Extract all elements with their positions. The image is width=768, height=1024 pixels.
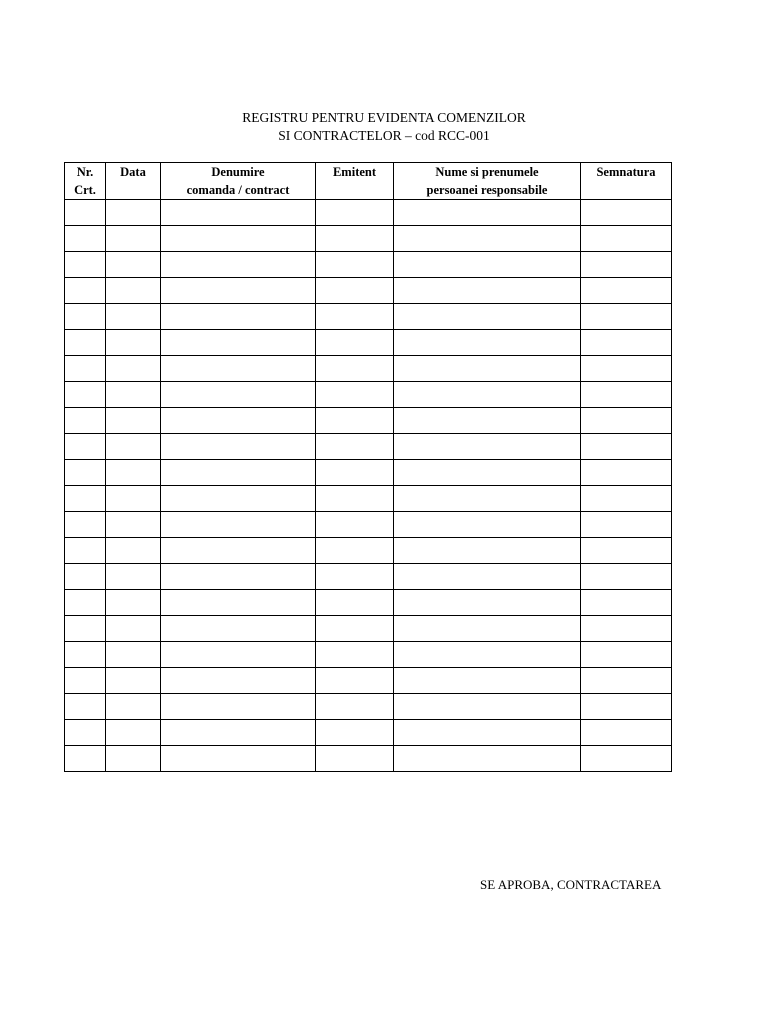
table-cell: [581, 616, 672, 642]
table-cell: [106, 252, 161, 278]
table-cell: [161, 304, 316, 330]
table-cell: [65, 486, 106, 512]
column-header-data: Data: [106, 163, 161, 200]
table-cell: [161, 356, 316, 382]
table-cell: [106, 304, 161, 330]
table-cell: [581, 460, 672, 486]
table-cell: [316, 278, 394, 304]
register-table-body: [65, 200, 672, 772]
table-cell: [581, 668, 672, 694]
table-cell: [581, 642, 672, 668]
table-cell: [394, 668, 581, 694]
table-cell: [65, 278, 106, 304]
table-cell: [106, 590, 161, 616]
table-cell: [581, 382, 672, 408]
table-cell: [581, 356, 672, 382]
table-cell: [65, 590, 106, 616]
table-cell: [581, 590, 672, 616]
column-header-responsabil: Nume si prenumele persoanei responsabile: [394, 163, 581, 200]
table-row: [65, 408, 672, 434]
table-cell: [581, 746, 672, 772]
table-cell: [161, 278, 316, 304]
table-cell: [581, 330, 672, 356]
table-cell: [394, 642, 581, 668]
column-header-semnatura: Semnatura: [581, 163, 672, 200]
table-cell: [581, 486, 672, 512]
table-row: [65, 564, 672, 590]
document-title: [0, 109, 768, 145]
table-cell: [161, 460, 316, 486]
table-cell: [65, 538, 106, 564]
table-cell: [106, 512, 161, 538]
table-cell: [65, 226, 106, 252]
table-cell: [394, 564, 581, 590]
table-cell: [65, 642, 106, 668]
table-cell: [65, 356, 106, 382]
table-cell: [394, 330, 581, 356]
table-cell: [316, 694, 394, 720]
table-cell: [316, 408, 394, 434]
register-table: [64, 162, 672, 772]
table-cell: [316, 382, 394, 408]
table-cell: [161, 252, 316, 278]
column-header-emitent: Emitent: [316, 163, 394, 200]
table-cell: [316, 252, 394, 278]
table-cell: [581, 512, 672, 538]
table-cell: [581, 720, 672, 746]
table-cell: [161, 408, 316, 434]
table-cell: [316, 330, 394, 356]
table-cell: [316, 304, 394, 330]
table-cell: [316, 226, 394, 252]
table-cell: [161, 200, 316, 226]
table-cell: [581, 408, 672, 434]
table-cell: [65, 434, 106, 460]
table-cell: [581, 694, 672, 720]
title-line-1: REGISTRU PENTRU EVIDENTA COMENZILOR: [242, 110, 526, 125]
table-row: [65, 460, 672, 486]
table-cell: [394, 356, 581, 382]
table-row: [65, 694, 672, 720]
table-row: [65, 200, 672, 226]
table-cell: [106, 564, 161, 590]
table-row: [65, 720, 672, 746]
table-cell: [106, 668, 161, 694]
table-cell: [161, 226, 316, 252]
table-cell: [106, 408, 161, 434]
table-cell: [161, 746, 316, 772]
column-header-nr-crt: Nr. Crt.: [65, 163, 106, 200]
table-cell: [161, 720, 316, 746]
table-cell: [316, 642, 394, 668]
table-cell: [65, 616, 106, 642]
table-cell: [161, 538, 316, 564]
table-cell: [65, 330, 106, 356]
table-cell: [106, 434, 161, 460]
table-cell: [161, 616, 316, 642]
table-cell: [106, 382, 161, 408]
table-cell: [316, 538, 394, 564]
table-row: [65, 226, 672, 252]
table-cell: [316, 564, 394, 590]
table-cell: [394, 408, 581, 434]
table-cell: [65, 304, 106, 330]
table-cell: [316, 720, 394, 746]
table-cell: [394, 304, 581, 330]
table-cell: [65, 460, 106, 486]
table-cell: [316, 746, 394, 772]
table-cell: [161, 434, 316, 460]
table-cell: [316, 460, 394, 486]
table-cell: [581, 564, 672, 590]
table-cell: [316, 356, 394, 382]
table-cell: [394, 720, 581, 746]
table-header-row: [65, 163, 672, 200]
table-cell: [65, 564, 106, 590]
title-line-2: SI CONTRACTELOR – cod RCC-001: [278, 128, 490, 143]
table-cell: [161, 642, 316, 668]
table-row: [65, 616, 672, 642]
table-cell: [394, 486, 581, 512]
table-cell: [581, 304, 672, 330]
table-cell: [106, 642, 161, 668]
table-cell: [161, 694, 316, 720]
table-cell: [65, 200, 106, 226]
table-cell: [106, 460, 161, 486]
table-cell: [106, 720, 161, 746]
table-cell: [394, 460, 581, 486]
table-cell: [65, 408, 106, 434]
table-cell: [106, 694, 161, 720]
table-cell: [581, 226, 672, 252]
table-row: [65, 434, 672, 460]
table-cell: [106, 538, 161, 564]
table-cell: [65, 382, 106, 408]
table-cell: [581, 200, 672, 226]
table-cell: [394, 590, 581, 616]
table-cell: [65, 746, 106, 772]
table-row: [65, 486, 672, 512]
table-cell: [581, 538, 672, 564]
table-cell: [581, 252, 672, 278]
table-cell: [316, 616, 394, 642]
table-row: [65, 278, 672, 304]
table-cell: [394, 252, 581, 278]
table-row: [65, 512, 672, 538]
table-cell: [394, 746, 581, 772]
table-cell: [394, 512, 581, 538]
table-cell: [394, 434, 581, 460]
table-cell: [316, 434, 394, 460]
table-cell: [316, 512, 394, 538]
table-cell: [106, 226, 161, 252]
table-row: [65, 252, 672, 278]
table-cell: [106, 200, 161, 226]
table-cell: [316, 486, 394, 512]
table-cell: [106, 278, 161, 304]
table-cell: [161, 564, 316, 590]
table-cell: [65, 252, 106, 278]
table-cell: [161, 382, 316, 408]
table-cell: [394, 278, 581, 304]
table-cell: [106, 356, 161, 382]
table-cell: [581, 278, 672, 304]
table-cell: [394, 694, 581, 720]
table-cell: [394, 538, 581, 564]
table-cell: [65, 512, 106, 538]
table-cell: [394, 616, 581, 642]
table-cell: [394, 200, 581, 226]
table-cell: [161, 512, 316, 538]
table-cell: [394, 382, 581, 408]
table-cell: [316, 668, 394, 694]
table-cell: [65, 694, 106, 720]
table-row: [65, 356, 672, 382]
table-cell: [161, 668, 316, 694]
table-cell: [106, 330, 161, 356]
table-cell: [65, 668, 106, 694]
table-row: [65, 746, 672, 772]
table-row: [65, 668, 672, 694]
column-header-denumire: Denumire comanda / contract: [161, 163, 316, 200]
table-row: [65, 590, 672, 616]
table-cell: [106, 616, 161, 642]
table-cell: [65, 720, 106, 746]
table-cell: [161, 330, 316, 356]
table-row: [65, 330, 672, 356]
table-cell: [316, 590, 394, 616]
table-row: [65, 304, 672, 330]
table-row: [65, 382, 672, 408]
table-cell: [161, 486, 316, 512]
approval-note: SE APROBA, CONTRACTAREA: [480, 877, 662, 892]
table-cell: [161, 590, 316, 616]
table-row: [65, 642, 672, 668]
table-cell: [316, 200, 394, 226]
table-cell: [106, 746, 161, 772]
table-row: [65, 538, 672, 564]
table-cell: [106, 486, 161, 512]
table-cell: [394, 226, 581, 252]
table-cell: [581, 434, 672, 460]
